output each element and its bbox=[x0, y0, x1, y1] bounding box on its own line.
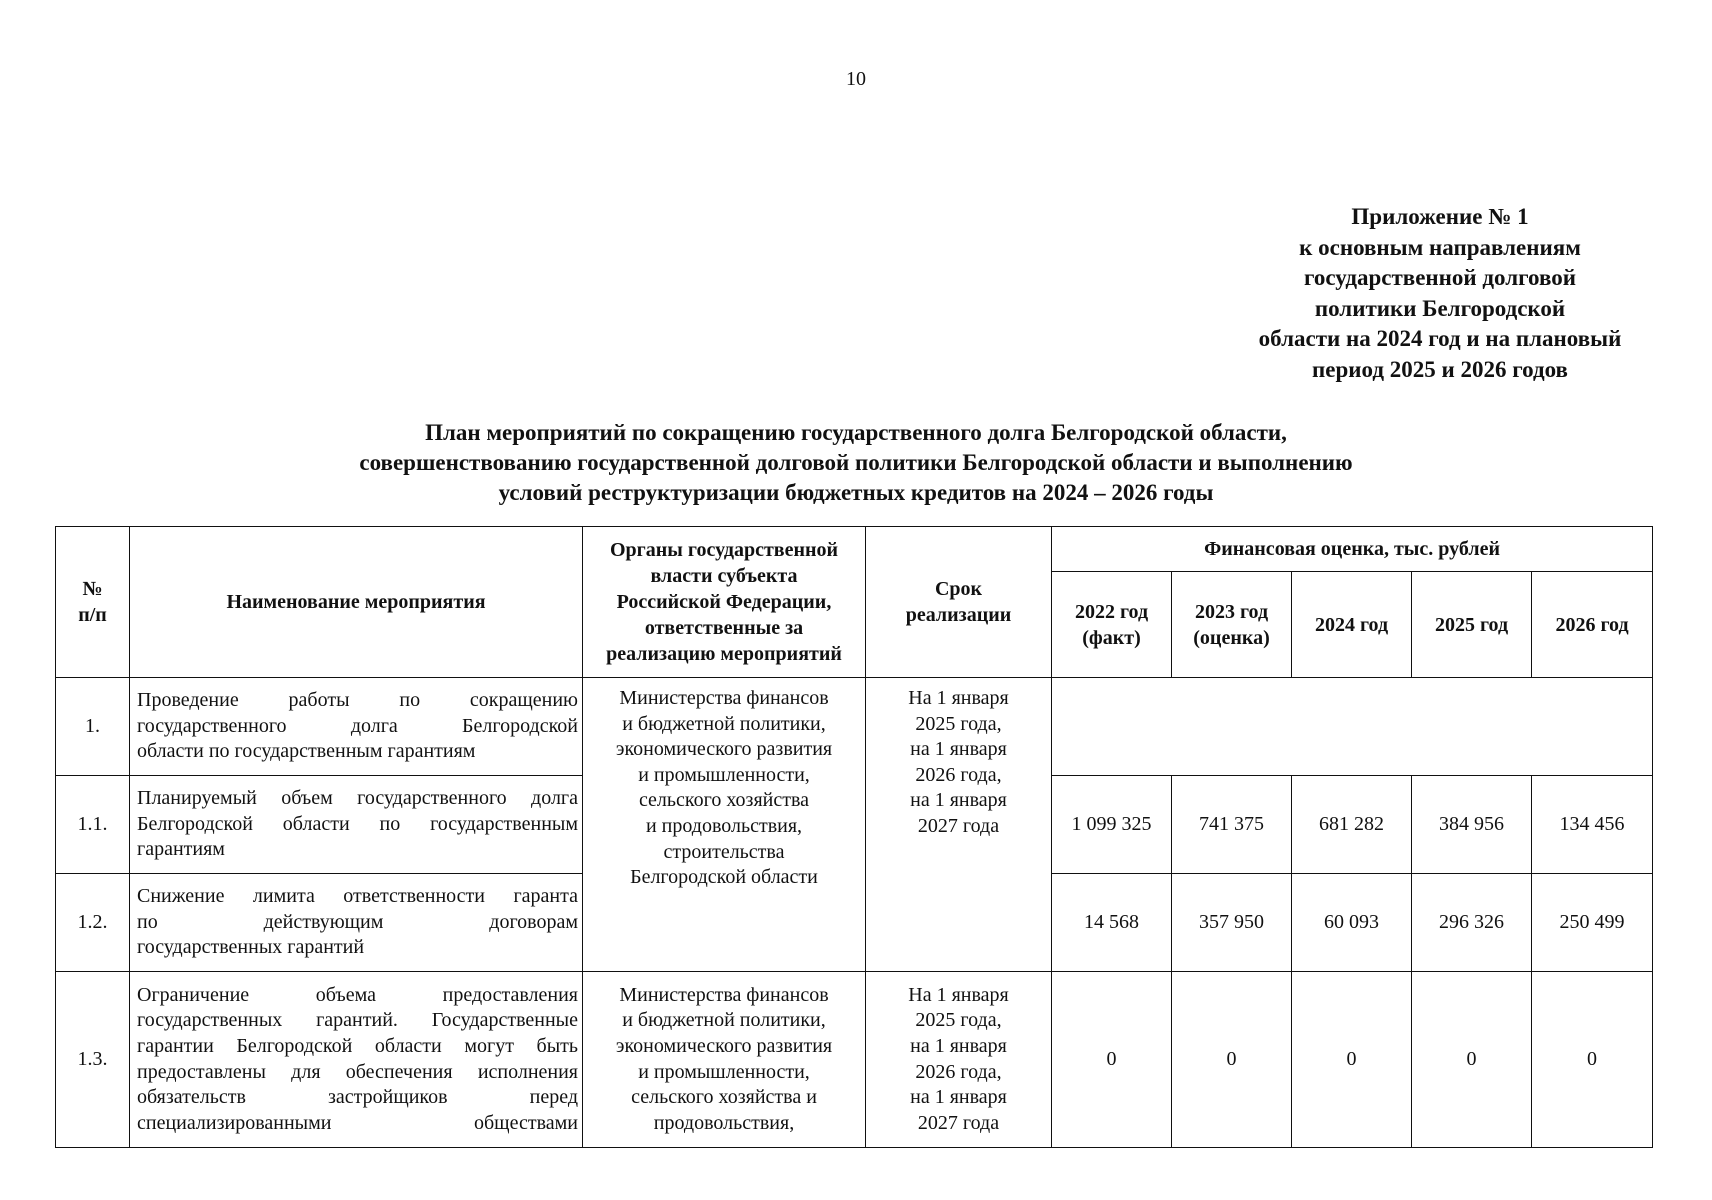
header-term-line: реализации bbox=[905, 604, 1012, 626]
organs-line: и промышленности, bbox=[638, 1060, 810, 1083]
table-row bbox=[56, 678, 1653, 776]
header-organs-line: власти субъекта bbox=[650, 565, 798, 587]
value-2026: 0 bbox=[1532, 972, 1653, 1148]
term-line: 2025 года, bbox=[915, 1009, 1002, 1032]
header-number bbox=[56, 527, 130, 678]
header-year-line: (факт) bbox=[1082, 626, 1141, 649]
value-2025: 296 326 bbox=[1412, 874, 1532, 972]
header-year-line: 2023 год bbox=[1194, 600, 1269, 623]
row-name-line: государственного долга Белгородской bbox=[137, 714, 578, 737]
value-2023: 0 bbox=[1172, 972, 1292, 1148]
header-organs-line: ответственные за bbox=[644, 617, 804, 639]
row-name bbox=[130, 874, 583, 972]
value-2023: 741 375 bbox=[1172, 776, 1292, 874]
table-header-row bbox=[56, 527, 1653, 572]
organs-line: Министерства финансов bbox=[619, 983, 829, 1006]
header-organs-line: Российской Федерации, bbox=[616, 591, 832, 613]
row-number: 1.1. bbox=[56, 776, 130, 874]
organs-line: и бюджетной политики, bbox=[622, 1009, 826, 1032]
term-line: 2025 года, bbox=[915, 712, 1002, 735]
term-line: 2027 года bbox=[917, 1111, 1000, 1134]
row-name-line: Планируемый объем государственного долга bbox=[137, 787, 578, 810]
organs-line: и продовольствия, bbox=[645, 814, 803, 837]
plan-table bbox=[55, 526, 1653, 1148]
header-term-line: Срок bbox=[934, 578, 983, 600]
appendix-line: Приложение № 1 bbox=[1351, 204, 1529, 229]
header-year-2024: 2024 год bbox=[1292, 572, 1412, 678]
row-name-line: Белгородской области по государственным bbox=[137, 812, 578, 835]
row-name-line: Снижение лимита ответственности гаранта bbox=[137, 885, 578, 908]
organs-line: продовольствия, bbox=[653, 1111, 795, 1134]
organs-line: сельского хозяйства bbox=[638, 789, 810, 812]
term-line: на 1 января bbox=[910, 1034, 1007, 1057]
organs-line: и промышленности, bbox=[638, 763, 810, 786]
value-2022: 1 099 325 bbox=[1052, 776, 1172, 874]
row-name-line: гарантии Белгородской области могут быть bbox=[137, 1034, 578, 1057]
value-2022: 14 568 bbox=[1052, 874, 1172, 972]
organs-line: Белгородской области bbox=[630, 866, 818, 889]
row-name-line: государственных гарантий bbox=[137, 936, 365, 959]
row-name-line: по действующим договорам bbox=[137, 910, 578, 933]
page-number: 10 bbox=[846, 68, 866, 90]
term-line: На 1 января bbox=[908, 983, 1009, 1006]
organs-line: Министерства финансов bbox=[619, 687, 829, 709]
row-values-empty bbox=[1052, 678, 1653, 776]
row-organs bbox=[583, 972, 866, 1148]
appendix-line: области на 2024 год и на плановый bbox=[1258, 326, 1622, 351]
row-name-line: Ограничение объема предоставления bbox=[137, 983, 578, 1006]
table-row bbox=[56, 972, 1653, 1148]
header-organs-line: реализацию мероприятий bbox=[606, 643, 842, 665]
header-year-line: 2022 год bbox=[1074, 600, 1149, 623]
header-organs-line: Органы государственной bbox=[609, 539, 839, 561]
value-2022: 0 bbox=[1052, 972, 1172, 1148]
header-term bbox=[866, 527, 1052, 678]
row-name bbox=[130, 776, 583, 874]
value-2023: 357 950 bbox=[1172, 874, 1292, 972]
value-2024: 60 093 bbox=[1292, 874, 1412, 972]
row-number: 1. bbox=[56, 678, 130, 776]
organs-line: сельского хозяйства и bbox=[631, 1086, 817, 1109]
term-line: на 1 января bbox=[910, 738, 1007, 761]
value-2025: 0 bbox=[1412, 972, 1532, 1148]
value-2026: 134 456 bbox=[1532, 776, 1653, 874]
row-name-line: гарантиям bbox=[137, 838, 225, 861]
appendix-line: к основным направлениям bbox=[1299, 234, 1581, 260]
row-name-line: специализированными обществами bbox=[137, 1111, 578, 1134]
term-line: на 1 января bbox=[910, 1086, 1007, 1109]
row-name-line: обязательств застройщиков перед bbox=[137, 1086, 578, 1109]
plan-title-line: План мероприятий по сокращению государственного долга Белгородской области, bbox=[425, 420, 1287, 445]
header-number-line: п/п bbox=[78, 604, 107, 626]
plan-title-line: совершенствованию государственной долговой политики Белгородской области и выполнению bbox=[359, 450, 1353, 475]
term-line: 2026 года, bbox=[915, 763, 1002, 786]
row-name-line: области по государственным гарантиям bbox=[137, 740, 476, 763]
term-line: на 1 января bbox=[910, 789, 1007, 812]
header-year-2023 bbox=[1172, 572, 1292, 678]
row-number: 1.2. bbox=[56, 874, 130, 972]
row-term bbox=[866, 678, 1052, 972]
row-name-line: предоставлены для обеспечения исполнения bbox=[137, 1060, 578, 1083]
term-line: 2027 года bbox=[917, 814, 1000, 837]
row-number: 1.3. bbox=[56, 972, 130, 1148]
header-name: Наименование мероприятия bbox=[130, 527, 583, 678]
row-name-line: Проведение работы по сокращению bbox=[137, 689, 578, 712]
header-year-2022 bbox=[1052, 572, 1172, 678]
header-year-2026: 2026 год bbox=[1532, 572, 1653, 678]
plan-title-line: условий реструктуризации бюджетных кредитов на 2024 – 2026 годы bbox=[498, 480, 1214, 505]
term-line: 2026 года, bbox=[915, 1060, 1002, 1083]
value-2024: 681 282 bbox=[1292, 776, 1412, 874]
appendix-heading bbox=[1210, 202, 1670, 385]
appendix-line: государственной долговой bbox=[1304, 265, 1576, 290]
header-year-line: (оценка) bbox=[1193, 626, 1270, 649]
value-2025: 384 956 bbox=[1412, 776, 1532, 874]
header-year-2025: 2025 год bbox=[1412, 572, 1532, 678]
appendix-line: период 2025 и 2026 годов bbox=[1312, 356, 1568, 382]
header-organs bbox=[583, 527, 866, 678]
plan-title bbox=[150, 418, 1562, 508]
value-2024: 0 bbox=[1292, 972, 1412, 1148]
organs-line: экономического развития bbox=[615, 1034, 833, 1057]
organs-line: строительства bbox=[663, 840, 785, 863]
organs-line: и бюджетной политики, bbox=[622, 712, 826, 735]
row-name bbox=[130, 972, 583, 1148]
row-organs bbox=[583, 678, 866, 972]
term-line: На 1 января bbox=[908, 687, 1009, 709]
header-finance: Финансовая оценка, тыс. рублей bbox=[1052, 527, 1653, 572]
row-term bbox=[866, 972, 1052, 1148]
header-number-line: № bbox=[82, 578, 103, 600]
organs-line: экономического развития bbox=[615, 738, 833, 761]
value-2026: 250 499 bbox=[1532, 874, 1653, 972]
row-name-line: государственных гарантий. Государственные bbox=[137, 1009, 578, 1032]
row-name bbox=[130, 678, 583, 776]
appendix-line: политики Белгородской bbox=[1314, 295, 1566, 321]
